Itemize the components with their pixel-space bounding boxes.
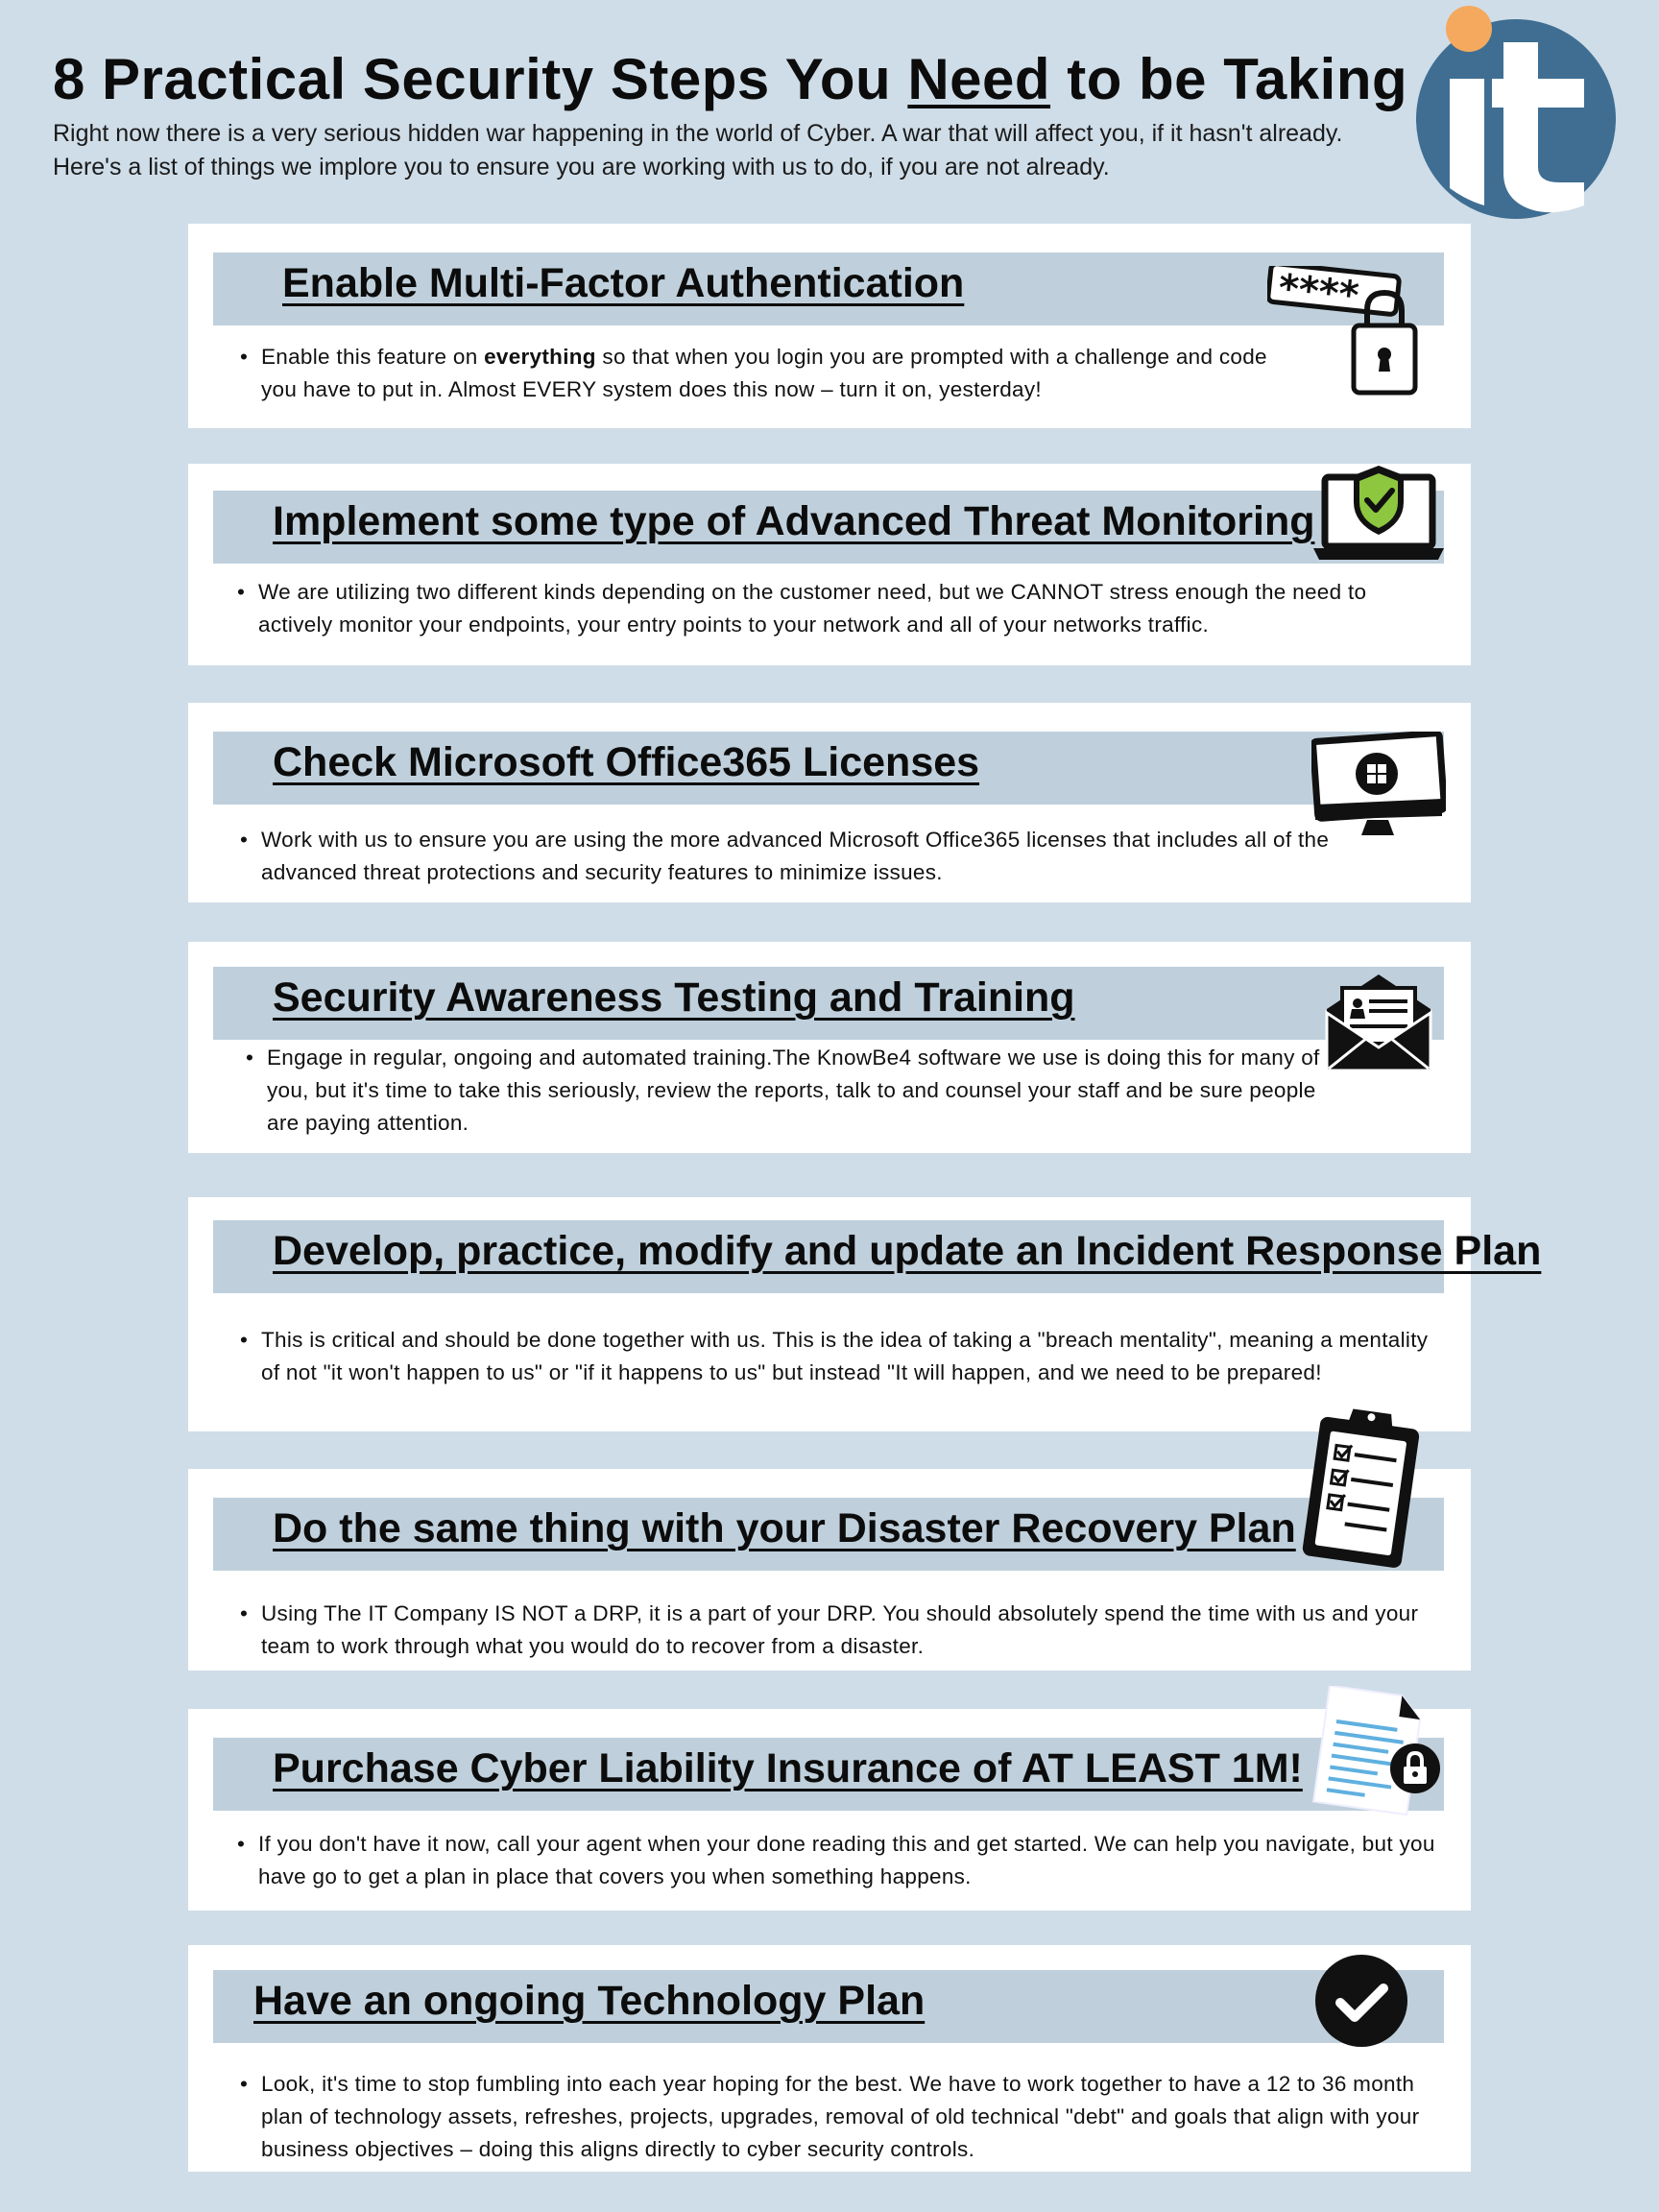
step-card-office365 <box>188 703 1471 902</box>
step-title: Security Awareness Testing and Training <box>273 974 1075 1021</box>
page-title-emphasis: Need <box>907 47 1051 111</box>
step-card-security-training <box>188 942 1471 1153</box>
step-title: Purchase Cyber Liability Insurance of AT LEAST 1M! <box>273 1745 1303 1791</box>
step-card-mfa <box>188 224 1471 428</box>
page-title-end: to be Taking <box>1050 47 1408 111</box>
step-title: Enable Multi-Factor Authentication <box>282 260 965 306</box>
step-card-disaster-recovery <box>188 1469 1471 1671</box>
step-title: Check Microsoft Office365 Licenses <box>273 739 980 785</box>
step-title: Implement some type of Advanced Threat Monitoring <box>273 498 1315 544</box>
page-title <box>53 46 1407 112</box>
checkmark-circle-icon <box>1313 1953 1409 2049</box>
step-card-threat-monitoring <box>188 464 1471 665</box>
step-description: • Using The IT Company IS NOT a DRP, it is a part of your DRP. You should absolutely spend the time with us and your team to work through what you would do to recover from a disaster. <box>261 1598 1442 1663</box>
step-description: • Engage in regular, ongoing and automated training.The KnowBe4 software we use is doing this for many of you, but it's time to take this seriously, review the reports, talk to and counsel your staff and be sure people are paying attention. <box>267 1042 1352 1140</box>
page-title-start: 8 Practical Security Steps You <box>53 47 908 111</box>
emphasis-word: everything <box>484 345 596 369</box>
clipboard-checklist-icon <box>1302 1407 1429 1571</box>
step-card-incident-response <box>188 1197 1542 1431</box>
step-description: • If you don't have it now, call your agent when your done reading this and get started. We can help you navigate, but you have go to get a plan in place that covers you when something happens. <box>258 1828 1458 1893</box>
laptop-shield-icon <box>1311 464 1446 564</box>
password-mask: **** <box>1276 266 1361 319</box>
envelope-letter-icon <box>1321 971 1436 1074</box>
step-title: Develop, practice, modify and update an Incident Response Plan <box>273 1228 1542 1274</box>
step-description: • Work with us to ensure you are using the more advanced Microsoft Office365 licenses that includes all of the advanced threat protections and security features to minimize issues. <box>261 824 1365 889</box>
step-card-cyber-insurance <box>188 1709 1471 1911</box>
intro-text: Right now there is a very serious hidden war happening in the world of Cyber. A war that will affect you, if it hasn't already. Here's a list of things we implore you to ensure you are working with us to do, if you are not already. <box>53 120 1343 180</box>
step-description: • This is critical and should be done together with us. This is the idea of taking a "breach mentality", meaning a mentality of not "it won't happen to us" or "if it happens to us" but instead "It will happen, and we need to be prepared! <box>261 1324 1442 1389</box>
step-title: Have an ongoing Technology Plan <box>253 1978 926 2024</box>
it-logo-icon <box>1409 4 1623 223</box>
step-title: Do the same thing with your Disaster Recovery Plan <box>273 1505 1296 1551</box>
password-lock-icon <box>1267 266 1427 400</box>
document-lock-icon <box>1302 1686 1446 1816</box>
step-description: • Enable this feature on everything so that when you login you are prompted with a challenge and code you have to put in. Almost EVERY system does this now – turn it on, yesterday! <box>261 341 1269 406</box>
monitor-windows-icon <box>1311 732 1446 845</box>
step-description: • We are utilizing two different kinds depending on the customer need, but we CANNOT stress enough the need to actively monitor your endpoints, your entry points to your network and all of your networks traffic. <box>258 576 1439 641</box>
step-card-technology-plan <box>188 1945 1471 2172</box>
step-description: • Look, it's time to stop fumbling into each year hoping for the best. We have to work together to have a 12 to 36 month plan of technology assets, refreshes, projects, upgrades, removal of old technical "debt" and goals that align with your business objectives – doing this aligns directly to cyber security controls. <box>261 2068 1442 2166</box>
